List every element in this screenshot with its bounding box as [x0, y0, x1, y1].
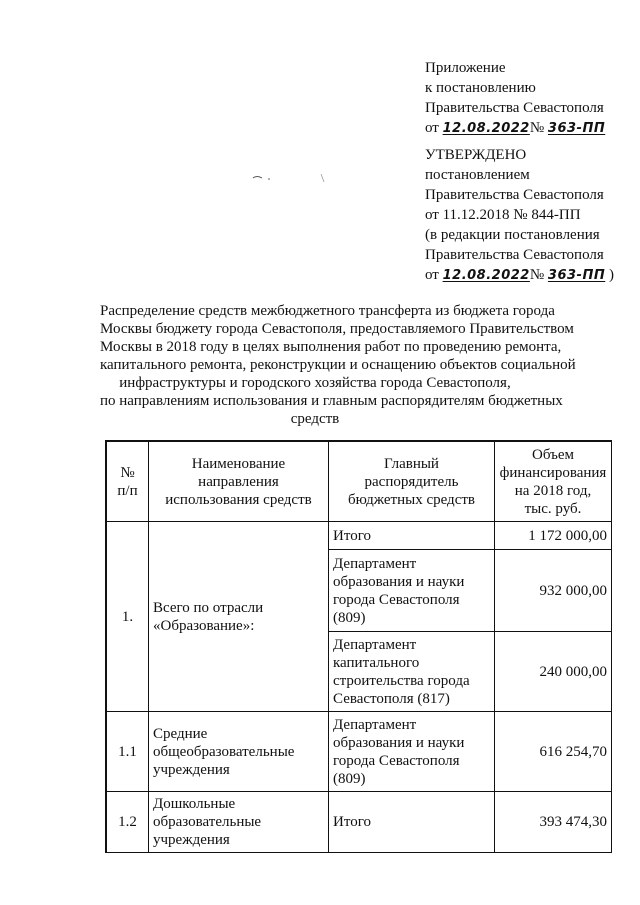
row-distributor: Департамент капитального строительства города Севастополя (817) — [329, 632, 495, 712]
row-volume: 616 254,70 — [495, 712, 612, 792]
title-line: Распределение средств межбюджетного трансферта из бюджета города — [100, 303, 555, 319]
approved-block — [425, 145, 614, 286]
number-sign: № — [529, 267, 545, 283]
close-paren: ) — [608, 267, 614, 283]
row-number: 1. — [107, 522, 149, 712]
row-volume: 393 474,30 — [495, 792, 612, 853]
document-title — [100, 302, 576, 428]
row-name: Средние общеобразовательные учреждения — [149, 712, 329, 792]
handwritten-date: 12.08.2022 — [442, 268, 530, 283]
number-sign: № — [529, 120, 545, 136]
scan-artifacts — [235, 170, 335, 190]
row-distributor: Департамент образования и науки города Севастополя (809) — [329, 712, 495, 792]
row-name: Всего по отрасли «Образование»: — [149, 522, 329, 712]
header-no: № п/п — [107, 442, 149, 522]
handwritten-date: 12.08.2022 — [442, 121, 530, 136]
title-line: Москвы в 2018 году в целях выполнения работ по проведению ремонта, — [100, 339, 562, 355]
funding-table — [105, 440, 612, 853]
table-row — [107, 712, 612, 792]
approved-line: Правительства Севастополя — [425, 187, 604, 203]
appendix-block — [425, 58, 605, 139]
table-row — [107, 522, 612, 550]
header-volume: Объем финансирования на 2018 год, тыс. руб. — [495, 442, 612, 522]
row-distributor: Итого — [329, 792, 495, 853]
appendix-line: Правительства Севастополя — [425, 100, 604, 116]
approved-line: постановлением — [425, 167, 530, 183]
header-distributor: Главный распорядитель бюджетных средств — [329, 442, 495, 522]
title-line: по направлениям использования и главным распорядителям бюджетных — [100, 393, 563, 409]
header-name: Наименование направления использования средств — [149, 442, 329, 522]
approved-line: Правительства Севастополя — [425, 247, 604, 263]
approved-line: от 11.12.2018 № 844-ПП — [425, 207, 581, 223]
title-line: средств — [290, 411, 340, 427]
title-line: инфраструктуры и городского хозяйства города Севастополя, — [119, 375, 511, 391]
row-volume: 240 000,00 — [495, 632, 612, 712]
approved-line: (в редакции постановления — [425, 227, 600, 243]
table-row — [107, 792, 612, 853]
row-number: 1.2 — [107, 792, 149, 853]
appendix-line: Приложение — [425, 60, 506, 76]
row-volume: 932 000,00 — [495, 550, 612, 632]
appendix-date-line — [425, 118, 605, 139]
approved-date-line — [425, 265, 614, 286]
row-distributor: Департамент образования и науки города Севастополя (809) — [329, 550, 495, 632]
row-name: Дошкольные образовательные учреждения — [149, 792, 329, 853]
row-volume: 1 172 000,00 — [495, 522, 612, 550]
table-header-row — [107, 442, 612, 522]
handwritten-number: 363-ПП — [547, 121, 606, 136]
date-prefix: от — [425, 267, 439, 283]
title-line: капитального ремонта, реконструкции и оснащению объектов социальной — [100, 357, 576, 373]
approved-heading: УТВЕРЖДЕНО — [425, 147, 527, 163]
date-prefix: от — [425, 120, 439, 136]
handwritten-number: 363-ПП — [547, 268, 606, 283]
row-distributor: Итого — [329, 522, 495, 550]
appendix-line: к постановлению — [425, 80, 536, 96]
title-line: Москвы бюджету города Севастополя, предоставляемого Правительством — [100, 321, 574, 337]
row-number: 1.1 — [107, 712, 149, 792]
